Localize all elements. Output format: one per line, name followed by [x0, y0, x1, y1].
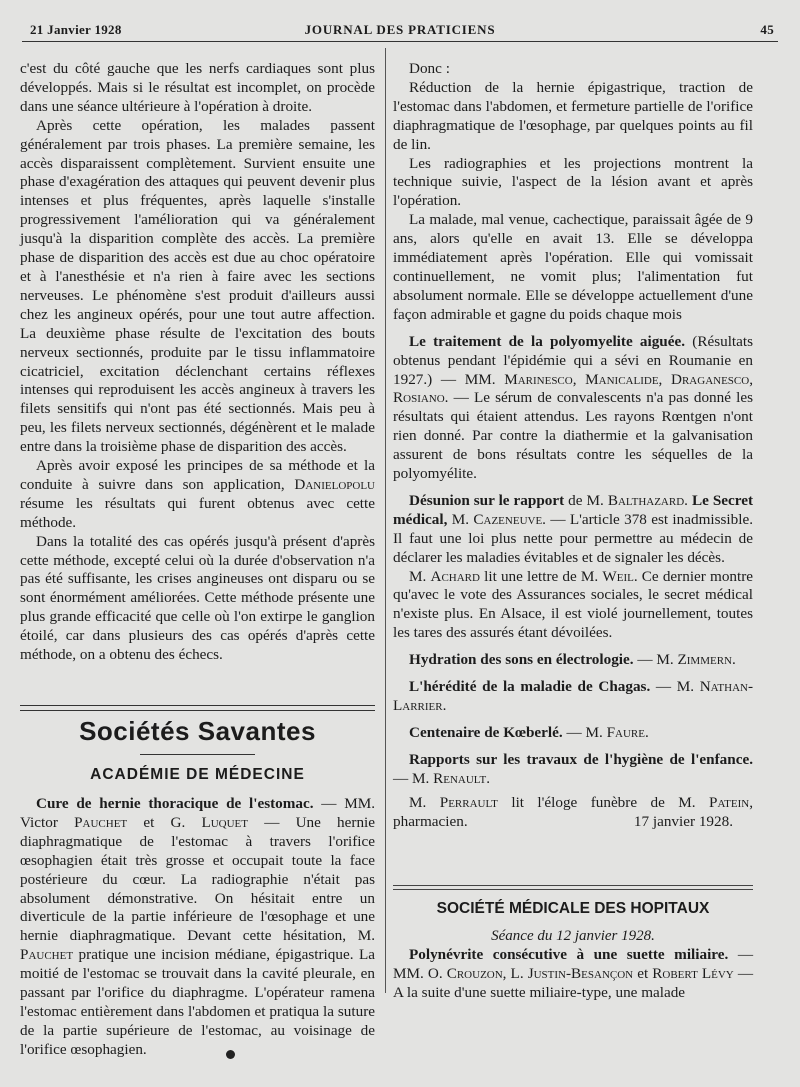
article-title: Cure de hernie thoracique de l'estomac.	[36, 795, 314, 812]
paragraph: Les radiographies et les projections montrent la technique suivie, l'aspect de la lésion avant et après l'opération.	[393, 154, 753, 210]
paragraph: c'est du côté gauche que les nerfs cardiaques sont plus développés. Mais si le résultat est incomplet, on procède dans une séance ultérieure à l'opération à droite.	[20, 60, 375, 115]
section-title: Sociétés Savantes	[79, 716, 316, 746]
article-title: Centenaire de Kœberlé.	[409, 723, 563, 741]
paragraph: Après avoir exposé les principes de sa méthode et la conduite à suivre dans son application, Danielopolu résume les résultats qui furent obtenus avec cette méthode.	[20, 457, 375, 531]
paragraph: Donc :	[409, 60, 450, 77]
issue-date: 21 Janvier 1928	[30, 22, 122, 37]
left-column	[20, 60, 375, 665]
academie-article	[20, 795, 375, 1060]
article-title: Désunion sur le rapport	[409, 491, 565, 509]
paragraph: Désunion sur le rapport de M. Balthazard. Le Secret médical, M. Cazeneuve. — L'article 378 est inadmissible. Il faut une loi plus nette pour permettre au médecin de déclarer les maladies évitables et de signaler les décès.	[393, 491, 754, 566]
article-title: Hydration des sons en électrologie.	[409, 651, 634, 669]
paragraph: Rapports sur les travaux de l'hygiène de l'enfance. — M. Renault.	[393, 750, 753, 787]
section-rule	[393, 885, 753, 890]
paragraph: Centenaire de Kœberlé. — M. Faure.	[409, 723, 649, 741]
hopitaux-title: SOCIÉTÉ MÉDICALE DES HOPITAUX	[436, 900, 710, 917]
right-column	[393, 60, 753, 831]
paragraph: Après cette opération, les malades passent généralement par trois phases. La première semaine, les accès disparaissent complètement. Survient ensuite une phase d'exagération des attaques qui peuvent devenir plus intenses et plus fréquentes, après laquelle s'installe progressivement l'amélioration qui va généralement jusqu'à la disparition complète des accès. La première phase de disparition des accès est due au choc opératoire et à l'anesthésie et n'a rien à faire avec les sections nerveuses. Le phénomène s'est produit d'ailleurs aussi chez les angineux opérés, pour une tout autre affection. La deuxième phase résulte de l'excitation des bouts nerveux sectionnés, produite par le tissu inflammatoire cicatriciel, excitation déclenchant certains réflexes intenses qui reproduisent les accès angineux à travers les filets sensitifs qui n'ont pas été sectionnés. Mais peu à peu, les filets nerveux sectionnés, dégénèrent et le malade entre dans la troisième phase de disparition des accès.	[20, 116, 375, 456]
paragraph: Réduction de la hernie épigastrique, traction de l'estomac dans l'abdomen, et fermeture partielle de l'orifice diaphragmatique de l'œsophage, par quelques points au fil de lin.	[393, 78, 753, 153]
paragraph: L'hérédité de la maladie de Chagas. — M. Nathan-Larrier.	[393, 678, 754, 714]
paragraph: Dans la totalité des cas opérés jusqu'à présent d'après cette méthode, excepté celui où la durée d'observation n'a pas été suffisante, les crises angineuses ont disparu ou se sont énormément améliorées. Cette méthode présente une plus grande efficacité que celle où l'on extirpe le ganglion étoilé, car dans plusieurs des cas opérés d'après cette méthode, on a obtenu des échecs.	[20, 532, 375, 664]
paragraph: M. Achard lit une lettre de M. Weil. Ce dernier montre qu'avec le vote des Assurances sociales, le secret médical n'existe plus. En Alsace, il est violé journellement, toutes les tares des assurés étant dévoilées.	[393, 567, 754, 642]
paragraph: Le traitement de la polyomyelite aiguée. (Résultats obtenus pendant l'épidémie qui a sévi en Roumanie en 1927.) — MM. Marinesco, Manicalide, Draganesco, Rosiano. — Le sérum de convalescents n'a pas donné les résultats qui étaient attendus. Les rayons Rœntgen n'ont rien donné. Par contre la diathermie et la galvanisation assurent de bons résultats contre les séquelles de la polyomyélite.	[393, 332, 754, 483]
section-rule	[20, 705, 375, 711]
ink-speck	[226, 1050, 235, 1059]
journal-title: JOURNAL DES PRATICIENS	[304, 22, 496, 37]
date: 17 janvier 1928.	[633, 812, 733, 830]
paragraph: Polynévrite consécutive à une suette miliaire. — MM. O. Crouzon, L. Justin-Besançon et Robert Lévy — A la suite d'une suette miliaire-type, une malade	[393, 946, 754, 1001]
hopitaux-article	[393, 946, 753, 1003]
header-rule	[22, 41, 778, 42]
academie-title: ACADÉMIE DE MÉDECINE	[90, 766, 305, 783]
article-title: Rapports sur les travaux de l'hygiène de l'enfance.	[409, 750, 753, 768]
session-date: Séance du 12 janvier 1928.	[491, 928, 655, 944]
title-rule	[140, 754, 255, 755]
column-divider	[385, 48, 386, 993]
page-number: 45	[760, 22, 774, 37]
paragraph: La malade, mal venue, cachectique, paraissait âgée de 9 ans, alors qu'elle en avait 13. Elle se développa immédiatement après l'opération. Elle qui vomissait continuellement, ne vomit plus; l'alimentation fut absolument normale. Elle se développe actuellement d'une façon admirable et gagne du poids chaque mois	[393, 211, 753, 323]
article-title: Le traitement de la polyomyelite aiguée.	[409, 332, 686, 350]
paragraph: Hydration des sons en électrologie. — M. Zimmern.	[409, 651, 736, 669]
page-header	[20, 18, 780, 40]
author-name: Danielopolu	[294, 475, 375, 493]
paragraph: M. Perrault lit l'éloge funèbre de M. Patein, pharmacien. 17 janvier 1928.	[393, 793, 754, 830]
paragraph: Cure de hernie thoracique de l'estomac. — MM. Victor Pauchet et G. Luquet — Une hernie diaphragmatique de l'estomac à travers l'orifice œsophagien était très grosse et occupait toute la face postérieure du cœur. La radiographie n'était pas absolument démonstrative. On hésitait entre un diverticule de la partie inférieure de l'œsophage et une hernie diaphragmatique. Devant cette hésitation, M. Pauchet pratique une incision médiane, épigastrique. La moitié de l'estomac se trouvait dans la cavité pleurale, en passant par l'orifice du diaphragme. L'opérateur ramena l'estomac entièrement dans l'abdomen et pratiqua la suture de la partie supérieure de l'estomac, au voisinage de l'orifice œsophagien.	[20, 795, 376, 1058]
article-title: Polynévrite consécutive à une suette miliaire.	[409, 946, 729, 963]
article-title: L'hérédité de la maladie de Chagas.	[409, 678, 651, 696]
